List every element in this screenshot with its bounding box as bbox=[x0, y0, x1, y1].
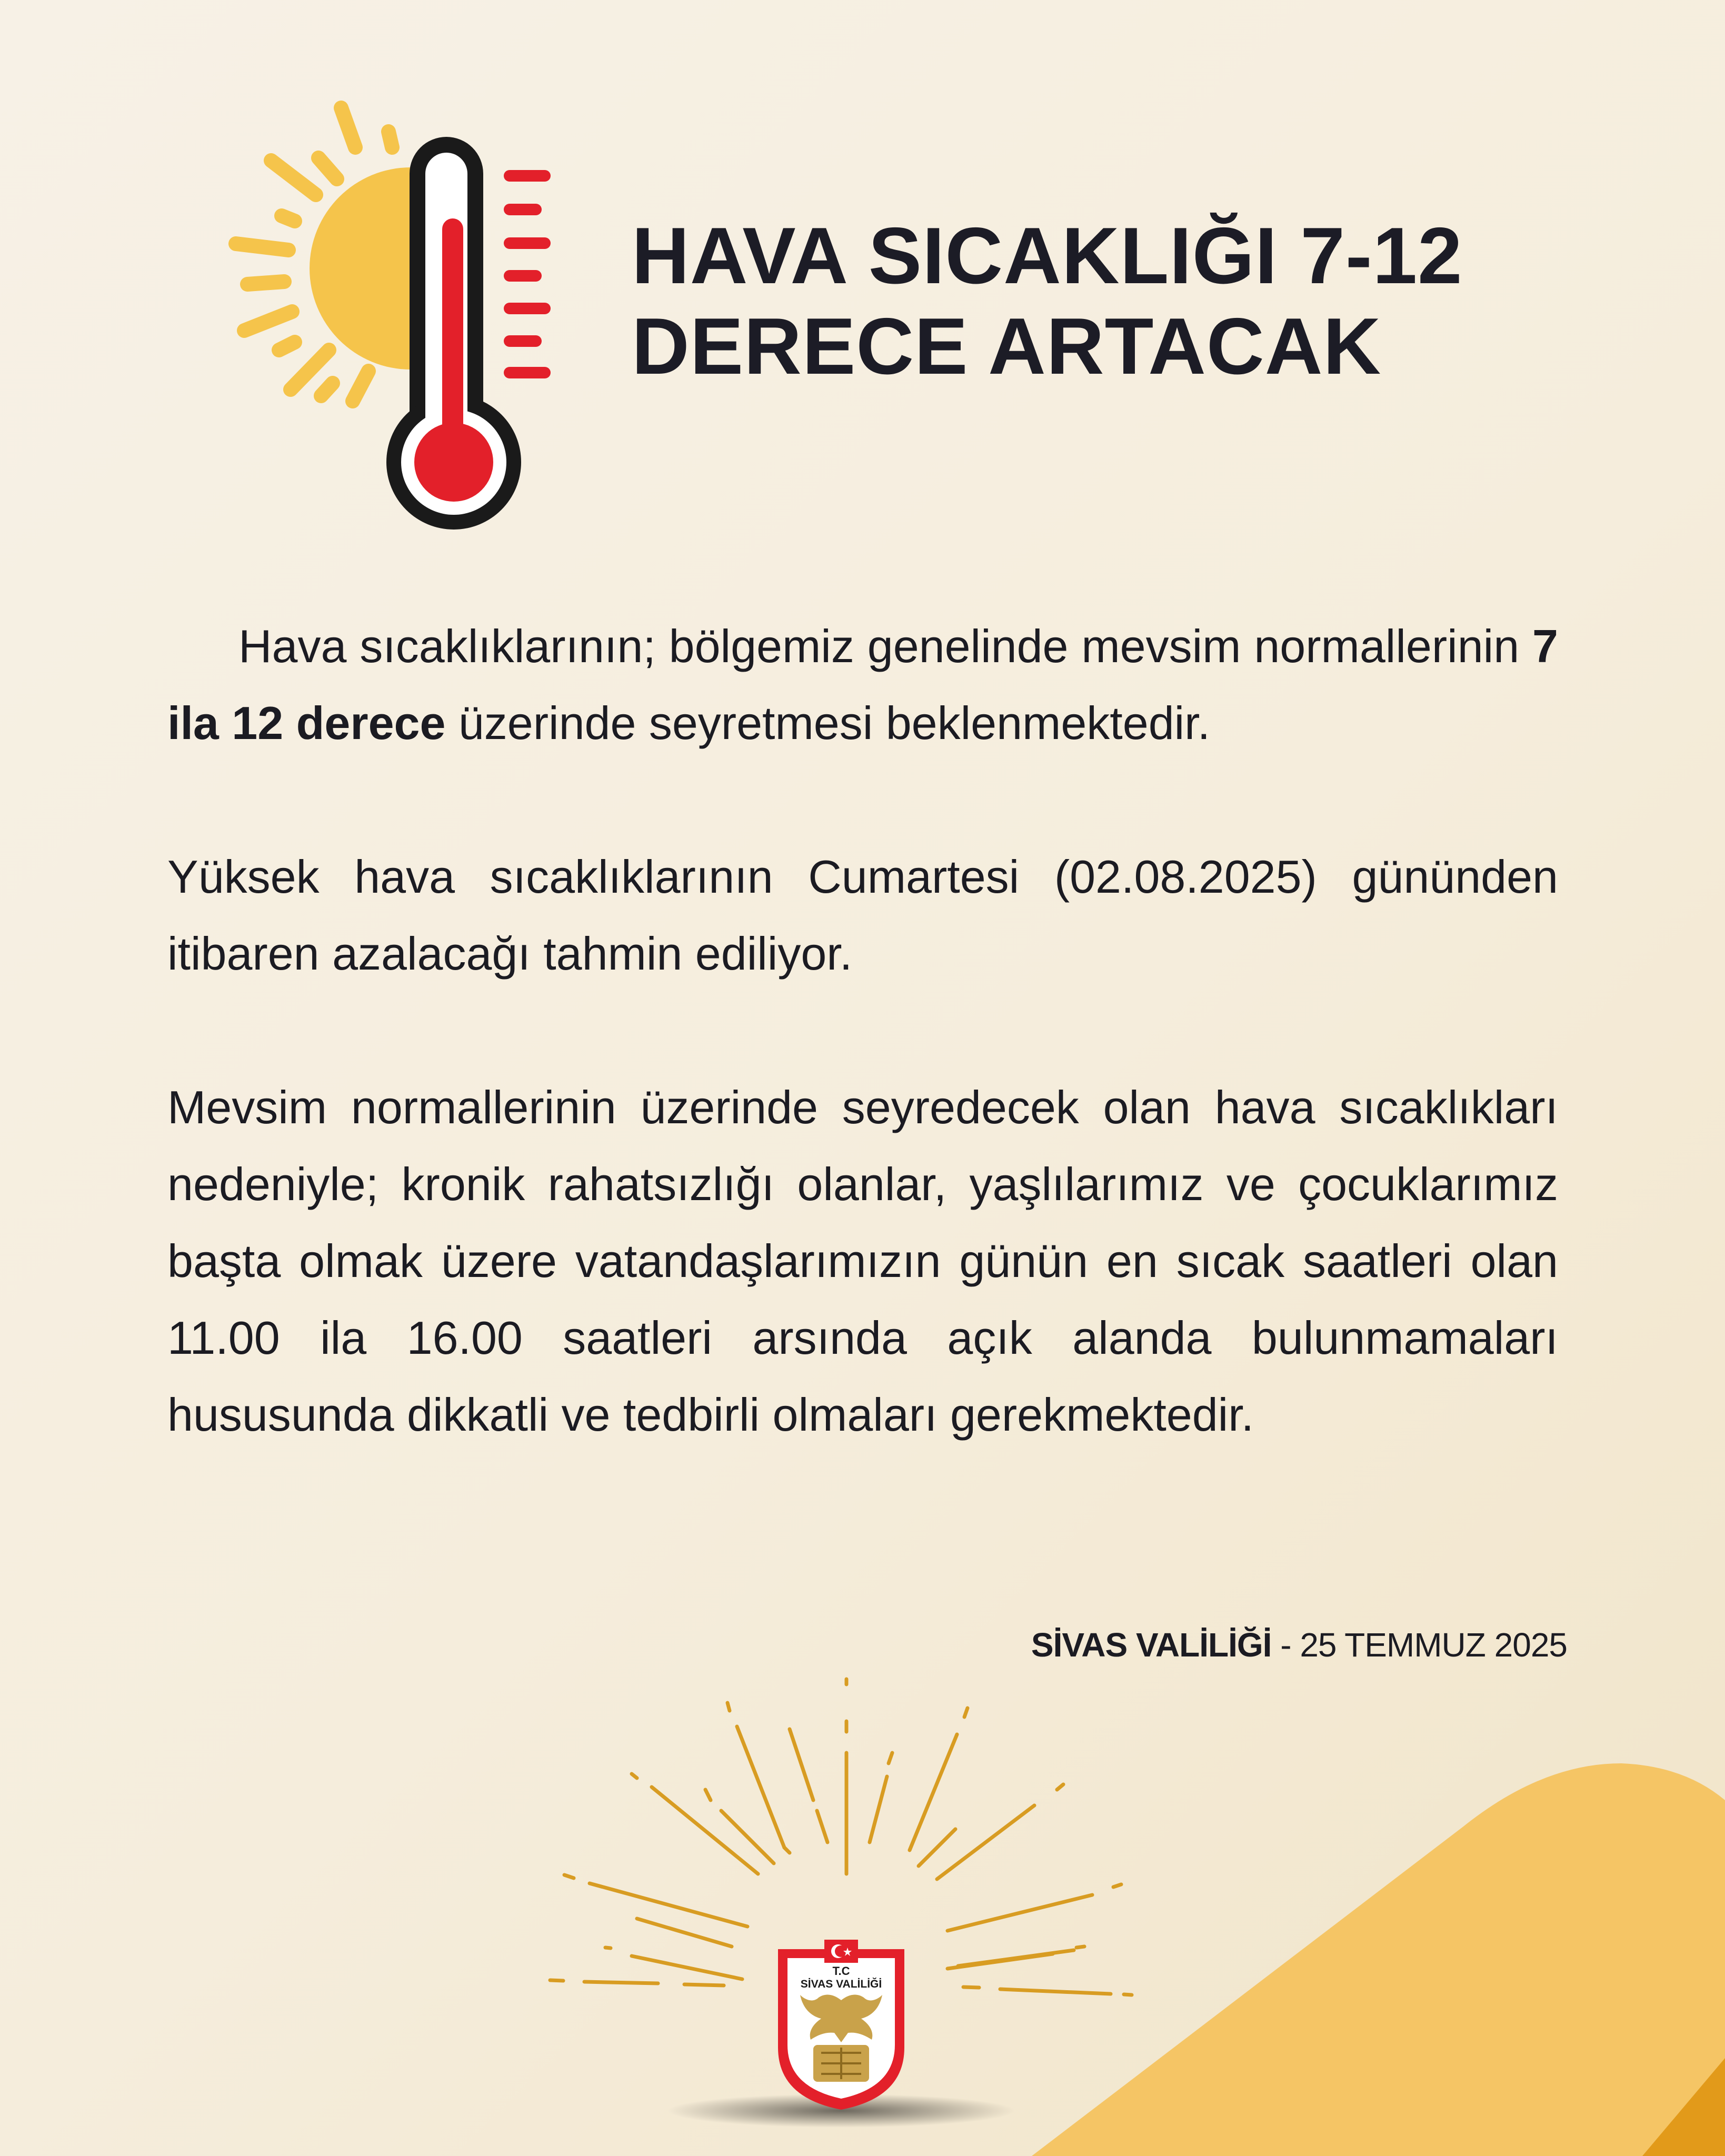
paragraph-forecast-end: üzerinde seyretmesi beklenmektedir. bbox=[445, 697, 1211, 749]
headline-line-1: HAVA SICAKLIĞI 7-12 bbox=[632, 211, 1463, 301]
paragraph-warning: Mevsim normallerinin üzerinde seyredecek olan hava sıcaklıkları nedeniyle; kronik rahatsızlığı olanlar, yaşlılarımız ve çocuklarımız başta olmak üzere vatandaşlarımızın günün en sıcak saatleri olan 11.00 ila 16.00 saatleri arsında açık alanda bulunmamaları hususunda dikkatli ve tedbirli olmaları gerekmektedir. bbox=[167, 1081, 1558, 1441]
signature-separator: - bbox=[1271, 1626, 1300, 1664]
headline-line-2: DERECE ARTACAK bbox=[632, 302, 1382, 391]
signature-date: 25 TEMMUZ 2025 bbox=[1300, 1626, 1567, 1664]
paragraph-decrease: Yüksek hava sıcaklıklarının Cumartesi (02.08.2025) gününden itibaren azalacağı tahmin ediliyor. bbox=[167, 851, 1558, 980]
emblem-line-1: T.C bbox=[832, 1964, 850, 1978]
emblem-line-2: SİVAS VALİLİĞİ bbox=[800, 1978, 882, 1990]
signature-org: SİVAS VALİLİĞİ bbox=[1031, 1626, 1272, 1664]
paragraph-forecast-emphasis: 7 ila 12 derece bbox=[167, 620, 1558, 749]
paragraph-forecast-start: Hava sıcaklıklarının; bölgemiz genelinde mevsim normallerinin bbox=[238, 620, 1533, 672]
